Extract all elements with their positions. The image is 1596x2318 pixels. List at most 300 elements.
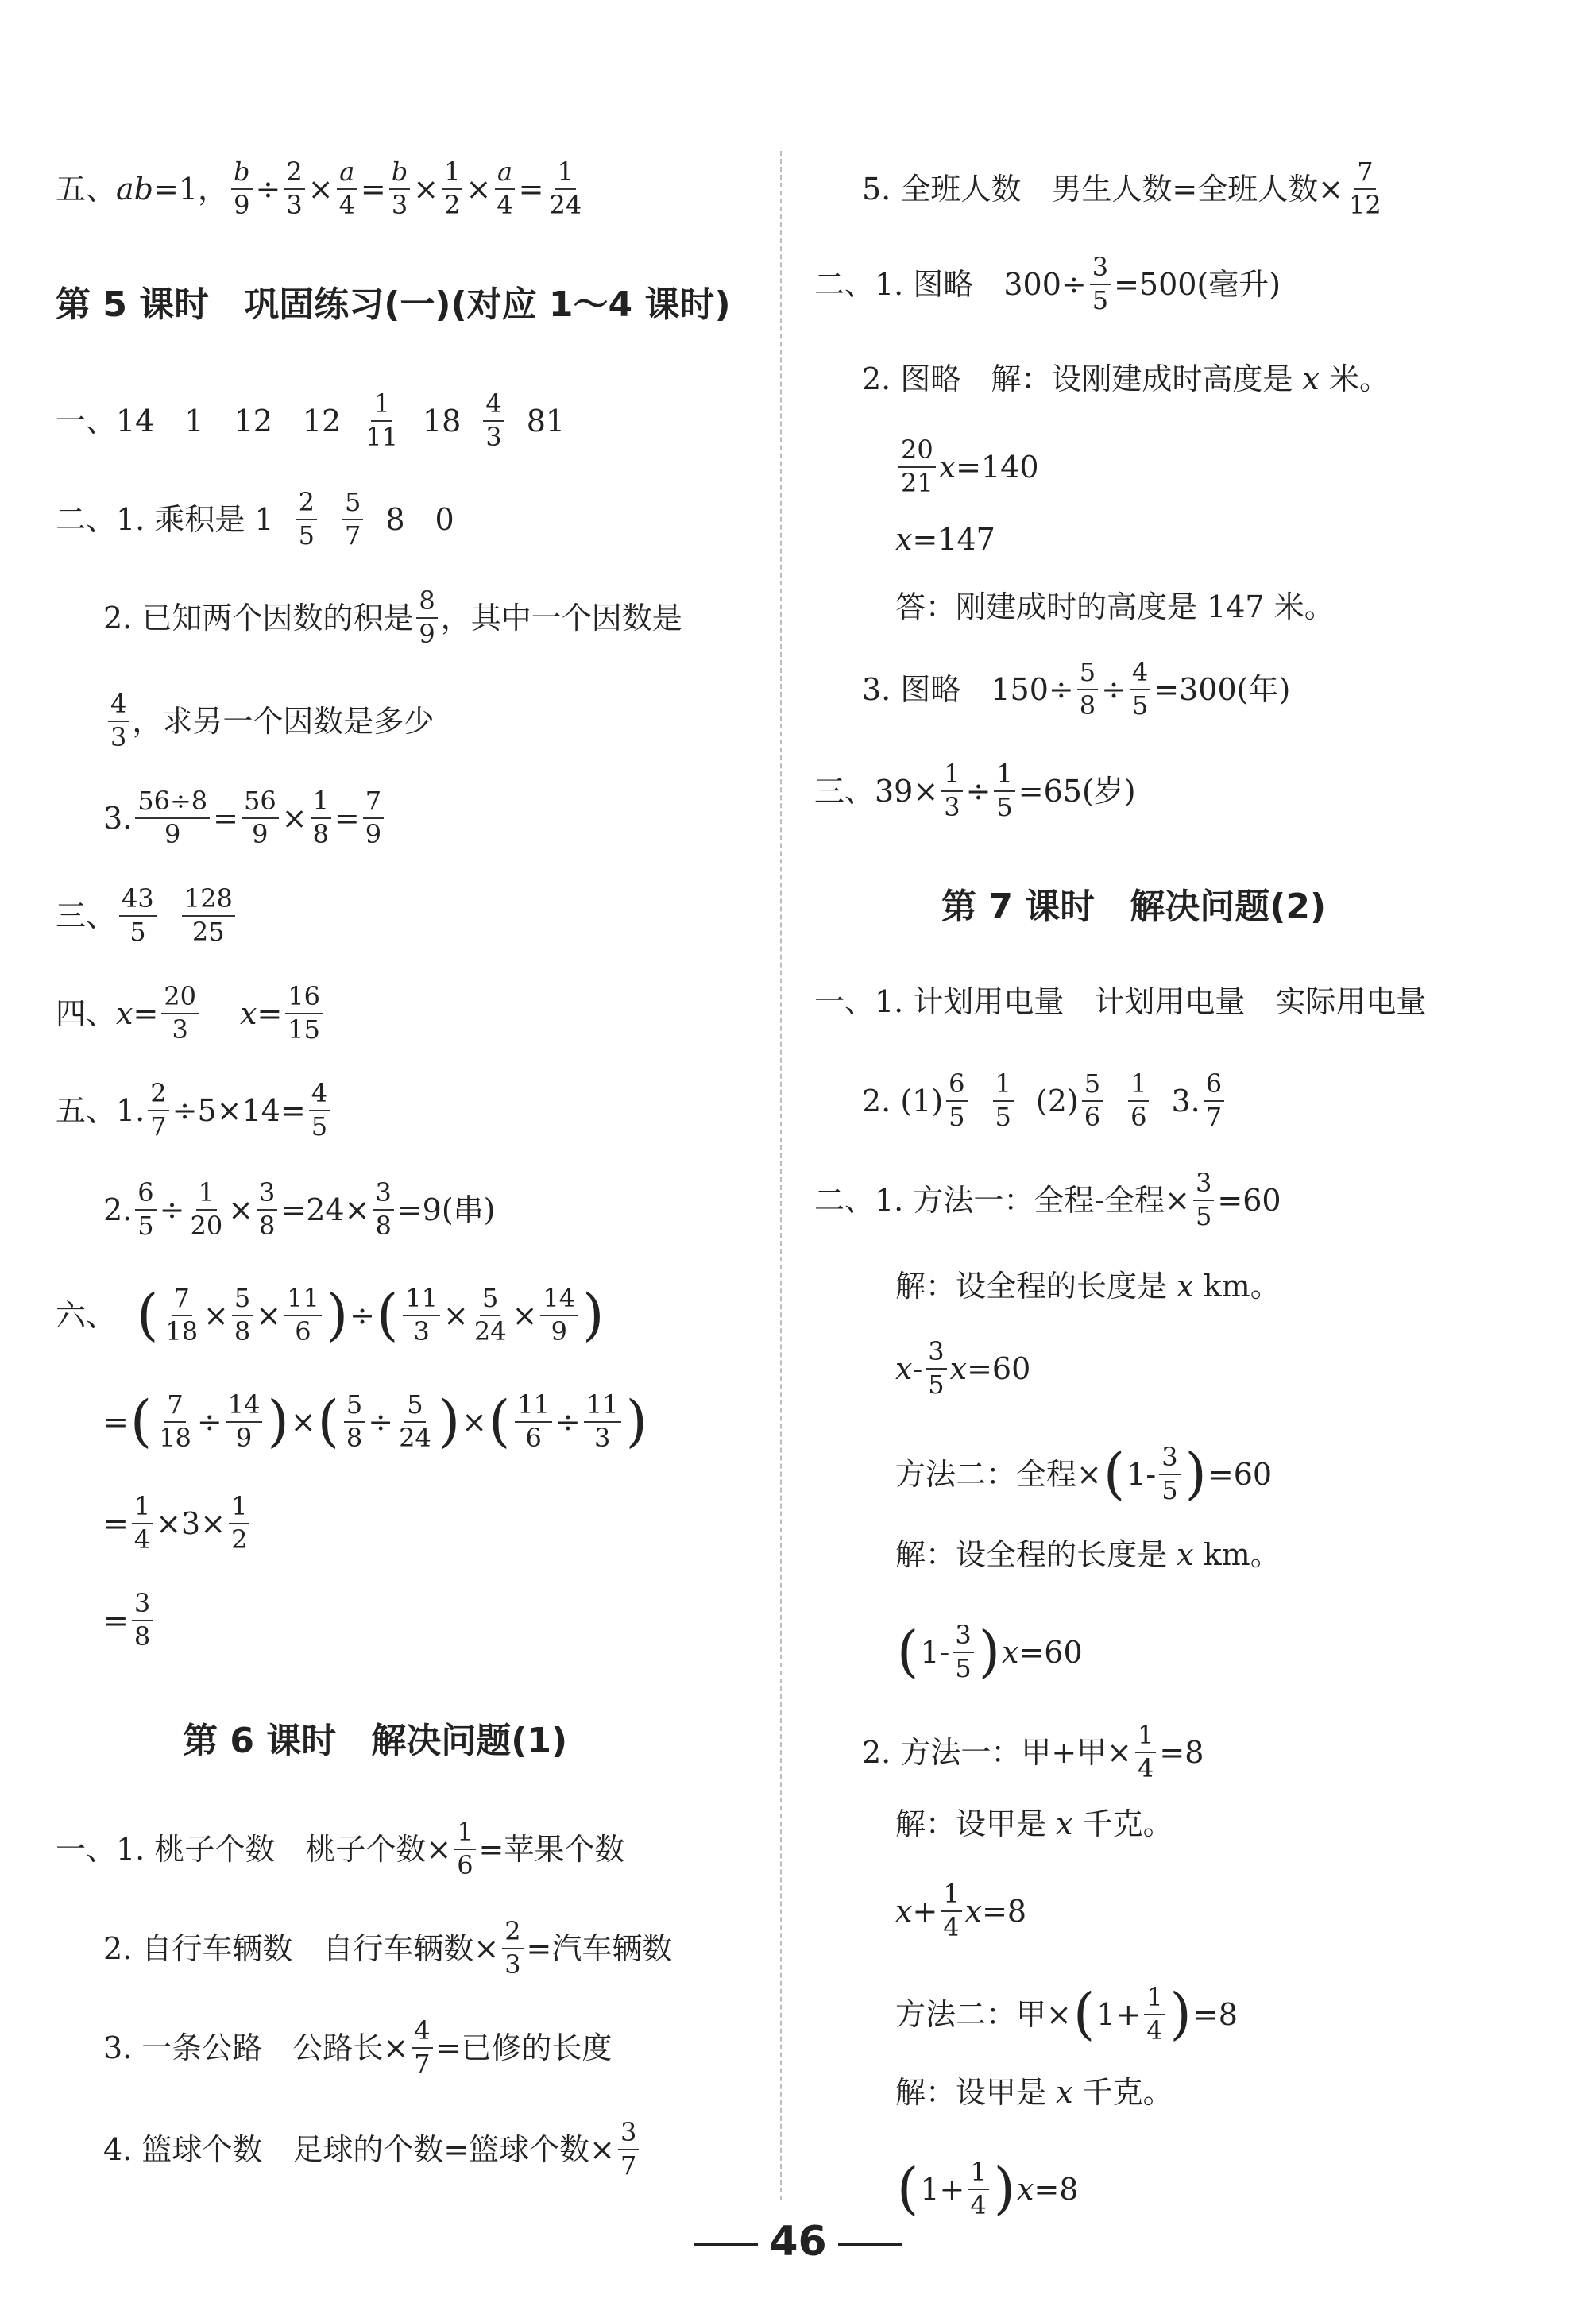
text: ×	[462, 1404, 487, 1439]
text: 解：设甲是	[895, 2075, 1047, 2110]
text: 81	[526, 403, 566, 438]
text: ×	[466, 171, 492, 207]
var: x	[1017, 2171, 1034, 2207]
fraction	[363, 788, 384, 848]
numerator: 56	[242, 788, 279, 819]
var: x	[964, 1893, 983, 1929]
numerator: 1	[442, 159, 462, 190]
numerator: 4	[1130, 659, 1150, 690]
lesson-heading-6: 第 6 课时 解决问题(1)	[183, 1721, 568, 1761]
text: =24×	[280, 1192, 370, 1227]
text: 5. 全班人数 男生人数=全班人数×	[862, 171, 1344, 207]
fraction	[898, 437, 936, 496]
answer-line	[56, 489, 454, 549]
denominator: 8	[346, 1422, 363, 1453]
text: ×	[203, 1297, 229, 1333]
denominator: 2	[231, 1524, 248, 1555]
numerator: 1	[941, 761, 962, 792]
denominator: 3	[413, 1315, 430, 1346]
answer-line	[862, 361, 1389, 396]
denominator: 9	[252, 818, 269, 849]
fraction	[1077, 659, 1098, 719]
numerator: 1	[132, 1493, 153, 1524]
text: 3. 图略 150÷	[862, 671, 1074, 707]
fraction	[108, 691, 129, 751]
fraction	[148, 1080, 168, 1140]
var: x	[116, 995, 133, 1031]
denominator: 4	[943, 1911, 960, 1942]
text: 答：刚建成时的高度是 147 米。	[895, 589, 1335, 624]
text: =	[103, 1505, 129, 1541]
fraction	[993, 1068, 1014, 1132]
answer-line	[105, 691, 434, 751]
text: =8	[1159, 1734, 1204, 1770]
text: 1-	[1126, 1456, 1157, 1492]
answer-line	[895, 1537, 1281, 1572]
text: 三、39×	[814, 773, 939, 809]
text: 2. (1)	[862, 1083, 944, 1118]
denominator: 8	[375, 1210, 392, 1241]
answer-line	[56, 883, 238, 947]
denominator: 9	[234, 189, 250, 220]
var: x	[895, 1350, 913, 1386]
text: =60	[1208, 1456, 1273, 1492]
text: ÷	[196, 1404, 222, 1439]
fraction	[1135, 1722, 1156, 1782]
denominator: 18	[165, 1315, 199, 1346]
fraction	[416, 585, 437, 649]
numerator: 6	[946, 1071, 967, 1102]
answer-line	[56, 983, 326, 1043]
answer-line	[56, 156, 587, 220]
var: x	[1002, 1634, 1019, 1670]
denominator: 3	[594, 1422, 611, 1453]
text: 方法二：甲×	[895, 1996, 1072, 2032]
text: 五、	[56, 171, 117, 207]
page-number	[0, 2218, 1596, 2266]
fraction	[442, 156, 462, 220]
text: =苹果个数	[478, 1831, 625, 1867]
text: 18	[422, 403, 462, 438]
text: (2)	[1035, 1083, 1079, 1118]
answer-line: ( 1+ $\frac{1}{4}$ ) x =8	[897, 2156, 1079, 2222]
fraction	[229, 1493, 249, 1553]
denominator: 9	[419, 618, 435, 649]
numerator: 56÷8	[135, 788, 210, 819]
denominator: 5	[949, 1101, 965, 1132]
answer-line	[103, 1177, 496, 1241]
answer-line	[862, 1068, 1227, 1132]
numerator: 3	[1090, 254, 1111, 285]
fraction	[135, 1177, 156, 1241]
fraction	[257, 1177, 277, 1241]
denominator: 8	[1079, 690, 1096, 721]
text: 二、1. 图略 300÷	[814, 266, 1087, 302]
denominator: 5	[129, 916, 146, 947]
fraction	[1090, 254, 1111, 314]
numerator: 3	[257, 1180, 277, 1211]
numerator: 6	[135, 1180, 156, 1211]
text: ÷	[555, 1404, 581, 1439]
text: 一、14 1 12 12	[56, 403, 342, 438]
denominator: 3	[485, 421, 502, 452]
text: 三、	[56, 898, 117, 933]
fraction	[182, 883, 235, 947]
fraction	[454, 1819, 475, 1879]
answer-line	[814, 761, 1136, 821]
numerator: b	[389, 159, 410, 190]
answer-line	[895, 437, 1039, 496]
denominator: 6	[1130, 1101, 1147, 1132]
text: =1，	[153, 171, 229, 207]
numerator: 3	[953, 1622, 973, 1653]
fraction	[344, 1389, 365, 1453]
text: =	[360, 171, 386, 207]
text: =	[518, 171, 544, 207]
denominator: 5	[298, 520, 315, 551]
text: ×	[290, 1404, 316, 1439]
numerator: 5	[404, 1392, 425, 1423]
answer-line	[103, 1590, 156, 1650]
text: =	[213, 800, 238, 836]
denominator: 4	[970, 2189, 987, 2220]
text: ÷	[368, 1404, 394, 1439]
denominator: 8	[234, 1315, 251, 1346]
text: =	[103, 1602, 129, 1638]
text: 1+	[1096, 1996, 1142, 2032]
text: 2. 自行车辆数 自行车辆数×	[103, 1930, 500, 1966]
text: ÷	[965, 773, 991, 809]
numerator: 128	[182, 886, 235, 917]
denominator: 5	[1131, 690, 1149, 721]
denominator: 8	[259, 1210, 276, 1241]
text: ÷	[255, 171, 281, 207]
denominator: 6	[457, 1849, 473, 1880]
answer-line	[103, 2015, 613, 2079]
denominator: 5	[995, 1101, 1011, 1132]
denominator: 12	[1349, 189, 1382, 220]
answer-line: 方法二：全程× ( 1- $\frac{3}{5}$ ) =60	[895, 1441, 1273, 1507]
lesson-heading-7: 第 7 课时 解决问题(2)	[941, 887, 1327, 927]
text: =9(串)	[396, 1192, 496, 1227]
fraction	[373, 1177, 393, 1241]
numerator: 11	[515, 1392, 552, 1423]
denominator: 3	[286, 189, 303, 220]
fraction	[1159, 1444, 1180, 1504]
numerator: 1	[993, 1071, 1014, 1102]
denominator: 9	[551, 1315, 567, 1346]
numerator: 3	[373, 1180, 393, 1211]
fraction	[1130, 659, 1150, 719]
column-divider	[780, 151, 782, 2200]
text: =	[103, 1404, 129, 1439]
fraction	[483, 388, 504, 452]
denominator: 9	[164, 818, 181, 849]
fraction	[311, 788, 331, 848]
fraction	[132, 1493, 153, 1553]
denominator: 6	[525, 1422, 542, 1453]
text: ×	[256, 1297, 282, 1333]
fraction	[231, 156, 252, 220]
page-number-dash-left	[694, 2243, 758, 2246]
fraction	[941, 761, 962, 821]
text: 1+	[920, 2171, 965, 2207]
numerator: 7	[172, 1285, 192, 1316]
denominator: 8	[312, 818, 329, 849]
fraction	[187, 1177, 225, 1241]
fraction	[285, 983, 323, 1043]
answer-line	[895, 1806, 1173, 1841]
text: =	[334, 800, 360, 836]
text: 8 0	[385, 501, 454, 537]
numerator: 20	[898, 437, 936, 468]
numerator: 5	[344, 1392, 365, 1423]
numerator: 8	[416, 588, 437, 619]
fraction	[309, 1080, 330, 1140]
text: km。	[1203, 1269, 1281, 1304]
var: x	[895, 1893, 913, 1929]
answer-line	[103, 1918, 672, 1978]
denominator: 15	[288, 1014, 321, 1045]
text: =已修的长度	[435, 2030, 613, 2065]
text: 六、	[56, 1297, 117, 1333]
text: 千克。	[1082, 1806, 1173, 1841]
numerator: 4	[483, 391, 504, 422]
fraction	[953, 1622, 973, 1682]
text: 3. 一条公路 公路长×	[103, 2030, 409, 2065]
text: 方法二：全程×	[895, 1456, 1102, 1492]
denominator: 24	[399, 1422, 431, 1453]
answer-line	[862, 156, 1387, 220]
text: =60	[1217, 1182, 1281, 1218]
fraction	[584, 1389, 621, 1453]
denominator: 21	[901, 467, 933, 498]
denominator: 24	[473, 1315, 507, 1346]
text: 解：设全程的长度是	[895, 1269, 1168, 1304]
numerator: 1	[229, 1493, 249, 1524]
denominator: 25	[191, 916, 225, 947]
text: 米。	[1328, 361, 1389, 396]
fraction	[284, 156, 304, 220]
answer-line: 六、 ( $\frac{7}{18}$ × $\frac{5}{8}$ × $\frac{11}{6}$ ) ÷ ( $\frac{11}{3}$ × $\frac{5}{24}$ × $\frac{14}{9}$ )	[56, 1282, 605, 1348]
numerator: 1	[555, 159, 576, 190]
text: 四、	[56, 995, 117, 1031]
fraction	[296, 489, 317, 549]
denominator: 5	[1161, 1474, 1178, 1505]
numerator: 4	[309, 1080, 330, 1111]
fraction	[540, 1285, 578, 1345]
answer-line	[895, 1336, 1031, 1400]
denominator: 3	[110, 721, 127, 752]
var: x	[240, 995, 257, 1031]
answer-line	[895, 589, 1335, 624]
answer-line	[895, 1881, 1026, 1941]
fraction	[232, 1285, 253, 1345]
fraction	[403, 1285, 440, 1345]
numerator: 16	[285, 983, 323, 1014]
answer-line	[103, 2119, 642, 2179]
var: x	[949, 1350, 968, 1386]
numerator: 11	[284, 1285, 322, 1316]
text: 2.	[103, 1192, 133, 1227]
denominator: 5	[1092, 284, 1109, 315]
denominator: 7	[620, 2150, 637, 2181]
fraction	[135, 788, 210, 848]
text: 解：设全程的长度是	[895, 1537, 1168, 1572]
denominator: 4	[1138, 1752, 1154, 1783]
text: ÷5×14=	[172, 1092, 306, 1128]
denominator: 7	[414, 2048, 431, 2079]
numerator: 1	[454, 1819, 475, 1850]
fraction	[472, 1285, 509, 1345]
fraction	[412, 2015, 432, 2079]
numerator: 4	[412, 2018, 432, 2049]
fraction	[337, 156, 357, 220]
text: =500(毫升)	[1114, 266, 1281, 302]
answer-line	[895, 1269, 1281, 1304]
denominator: 5	[955, 1652, 972, 1683]
text: =8	[1192, 1996, 1238, 2032]
fraction	[161, 983, 199, 1043]
fraction	[502, 1918, 523, 1978]
answer-line	[862, 659, 1290, 719]
text: ×3×	[156, 1505, 226, 1541]
numerator: 3	[618, 2119, 639, 2150]
fraction	[1144, 1984, 1165, 2044]
denominator: 4	[497, 189, 513, 220]
denominator: 5	[928, 1369, 945, 1400]
text: -	[912, 1350, 923, 1386]
numerator: 1	[311, 788, 331, 819]
denominator: 9	[365, 818, 382, 849]
text: ，其中一个因数是	[440, 600, 682, 636]
fraction	[1082, 1068, 1103, 1132]
fraction	[968, 2159, 988, 2219]
numerator: b	[231, 159, 252, 190]
text: ×	[281, 800, 307, 836]
fraction	[618, 2119, 639, 2179]
fraction	[132, 1590, 153, 1650]
var: x	[895, 522, 913, 557]
denominator: 4	[133, 1524, 151, 1555]
numerator: 2	[284, 159, 304, 190]
text: ÷	[159, 1192, 185, 1227]
fraction	[941, 1881, 961, 1941]
text: =147	[912, 522, 995, 557]
numerator: 43	[119, 886, 157, 917]
fraction	[157, 1389, 194, 1453]
fraction	[342, 489, 363, 549]
text: ÷	[350, 1297, 375, 1333]
numerator: 1	[968, 2159, 988, 2190]
text: km。	[1203, 1537, 1281, 1572]
fraction	[119, 883, 157, 947]
answer-line	[56, 1080, 333, 1140]
fraction	[1128, 1068, 1149, 1132]
numerator: 20	[161, 983, 199, 1014]
numerator: 1	[1135, 1722, 1156, 1753]
text: ×	[443, 1297, 469, 1333]
fraction	[163, 1285, 200, 1345]
numerator: 14	[540, 1285, 578, 1316]
fraction	[1204, 1068, 1224, 1132]
text: ×	[413, 171, 439, 207]
denominator: 11	[365, 421, 398, 452]
answer-line: ( 1- $\frac{3}{5}$ ) x =60	[897, 1619, 1083, 1685]
numerator: 5	[342, 489, 363, 520]
answer-line: 方法二：甲× ( 1+ $\frac{1}{4}$ ) =8	[895, 1981, 1238, 2047]
numerator: 3	[132, 1590, 153, 1621]
text: 2. 图略 解：设刚建成时高度是	[862, 361, 1293, 396]
denominator: 7	[344, 520, 361, 551]
numerator: 3	[1159, 1444, 1180, 1475]
numerator: 1	[1128, 1071, 1149, 1102]
fraction	[363, 388, 400, 452]
var: x	[938, 449, 956, 485]
numerator: 14	[226, 1392, 263, 1423]
numerator: 3	[926, 1339, 946, 1370]
fraction	[242, 788, 279, 848]
denominator: 9	[235, 1422, 253, 1453]
fraction	[926, 1336, 946, 1400]
numerator: 3	[1193, 1170, 1214, 1201]
numerator: a	[337, 159, 357, 190]
fraction	[1193, 1170, 1214, 1230]
denominator: 18	[159, 1422, 191, 1453]
numerator: 1	[1144, 1984, 1165, 2015]
answer-line	[862, 1722, 1204, 1782]
text: =汽车辆数	[526, 1930, 673, 1966]
text: =65(岁)	[1018, 773, 1136, 809]
text: =8	[982, 1893, 1027, 1929]
text: =300(年)	[1154, 671, 1291, 707]
text: 五、1.	[56, 1092, 145, 1128]
answer-line: = ( $\frac{7}{18}$ ÷ $\frac{14}{9}$ ) × ( $\frac{5}{8}$ ÷ $\frac{5}{24}$ ) × ( $\frac{11}{6}$ ÷ $\frac{11}{3}$ )	[103, 1389, 647, 1455]
lesson-heading-5: 第 5 课时 巩固练习(一)(对应 1～4 课时)	[56, 284, 731, 325]
denominator: 6	[1084, 1101, 1101, 1132]
numerator: 7	[164, 1392, 185, 1423]
text: 二、1. 乘积是 1	[56, 501, 274, 537]
text: 千克。	[1082, 2075, 1173, 2110]
var: x	[1056, 1806, 1073, 1841]
denominator: 3	[504, 1949, 521, 1980]
denominator: 20	[190, 1210, 223, 1241]
answer-line	[814, 1170, 1281, 1230]
text: =60	[967, 1350, 1031, 1386]
denominator: 7	[1205, 1101, 1223, 1132]
answer-line	[895, 2075, 1173, 2110]
text: ×	[228, 1192, 254, 1227]
numerator: 2	[296, 489, 317, 520]
numerator: 5	[232, 1285, 253, 1316]
numerator: 1	[196, 1180, 217, 1211]
numerator: 1	[371, 391, 392, 422]
answer-line	[103, 1493, 253, 1553]
denominator: 8	[133, 1621, 151, 1652]
fraction	[284, 1285, 322, 1345]
fraction	[226, 1389, 263, 1453]
page-number-text: 46	[769, 2218, 827, 2266]
denominator: 3	[944, 791, 960, 822]
numerator: 5	[480, 1285, 500, 1316]
text: 4. 篮球个数 足球的个数=篮球个数×	[103, 2131, 616, 2167]
numerator: 11	[584, 1392, 621, 1423]
fraction	[1347, 156, 1384, 220]
denominator: 4	[1146, 2015, 1163, 2046]
numerator: 6	[1204, 1071, 1224, 1102]
var: x	[1302, 361, 1320, 396]
var: x	[1177, 1537, 1194, 1572]
